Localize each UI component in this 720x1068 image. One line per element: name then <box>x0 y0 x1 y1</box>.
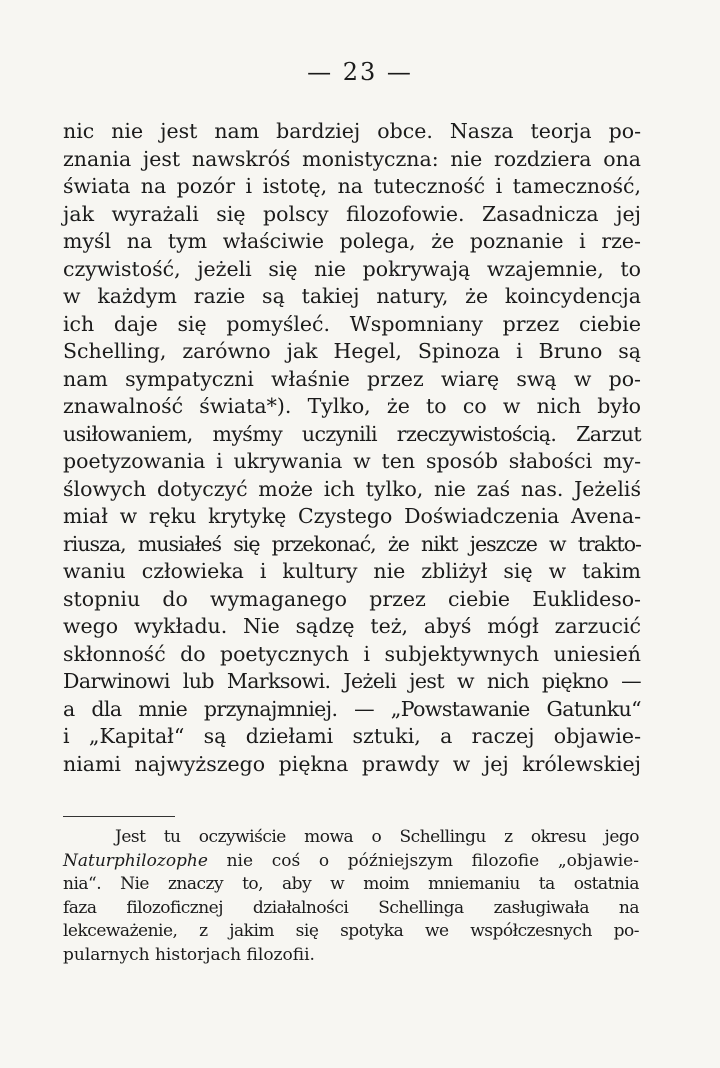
text-line: ich daje się pomyśleć. Wspomniany przez ciebie <box>63 311 641 336</box>
text-line: znawalność świata*). Tylko, że to co w nich było <box>63 394 641 418</box>
footnote-italic-term: Naturphilozophe <box>63 850 208 871</box>
footnote-line: faza filozoficznej działalności Schellinga zasługiwała na <box>63 897 639 918</box>
footnote-divider <box>63 816 175 817</box>
text-line: ślowych dotyczyć może ich tylko, nie zaś nas. Jeżeliś <box>63 476 641 501</box>
text-line: i „Kapitał“ są dziełami sztuki, a raczej objawie- <box>63 724 641 748</box>
text-line: wego wykładu. Nie sądzę też, abyś mógł zarzucić <box>63 614 641 638</box>
main-text <box>63 118 641 778</box>
footnote-line: pularnych historjach filozofii. <box>63 944 315 965</box>
text-line: skłonność do poetycznych i subjektywnych uniesień <box>63 641 641 666</box>
text-line: waniu człowieka i kultury nie zbliżył się w takim <box>63 559 641 583</box>
text-line: Schelling, zarówno jak Hegel, Spinoza i Bruno są <box>63 339 641 363</box>
text-line: jak wyrażali się polscy filozofowie. Zasadnicza jej <box>63 201 641 226</box>
text-line: a dla mnie przynajmniej. — „Powstawanie Gatunku“ <box>63 696 641 721</box>
text-line: Darwinowi lub Marksowi. Jeżeli jest w nich piękno — <box>63 669 641 693</box>
text-line: myśl na tym właściwie polega, że poznanie i rze- <box>63 229 641 253</box>
footnote-line: nia“. Nie znaczy to, aby w moim mniemaniu ta ostatnia <box>63 874 639 895</box>
footnote-line-text: nie coś o późniejszym filozofie „objawie- <box>207 850 639 871</box>
text-line: znania jest nawskróś monistyczna: nie rozdziera ona <box>63 146 641 171</box>
text-line: czywistość, jeżeli się nie pokrywają wzajemnie, to <box>63 256 641 281</box>
text-line: usiłowaniem, myśmy uczynili rzeczywistością. Zarzut <box>63 421 641 446</box>
footnote-line: lekceważenie, z jakim się spotyka we współczesnych po- <box>63 921 639 942</box>
footnote-line <box>63 850 639 874</box>
text-line: riusza, musiałeś się przekonać, że nikt jeszcze w trakto- <box>63 531 641 556</box>
text-line: poetyzowania i ukrywania w ten sposób słabości my- <box>63 449 641 473</box>
footnote-line: Jest tu oczywiście mowa o Schellingu z okresu jego <box>115 827 639 847</box>
text-line: stopniu do wymaganego przez ciebie Euklideso- <box>63 586 641 611</box>
text-line: nic nie jest nam bardziej obce. Nasza teorja po- <box>63 119 641 143</box>
text-line: świata na pozór i istotę, na tuteczność i tameczność, <box>63 174 641 198</box>
page-number: — 23 — <box>307 58 413 86</box>
text-line: nam sympatyczni właśnie przez wiarę swą w po- <box>63 366 641 391</box>
text-line: niami najwyższego piękna prawdy w jej królewskiej <box>63 751 641 776</box>
footnote <box>63 826 639 968</box>
text-line: miał w ręku krytykę Czystego Doświadczenia Avena- <box>63 504 641 528</box>
text-line: w każdym razie są takiej natury, że koincydencja <box>63 284 641 308</box>
